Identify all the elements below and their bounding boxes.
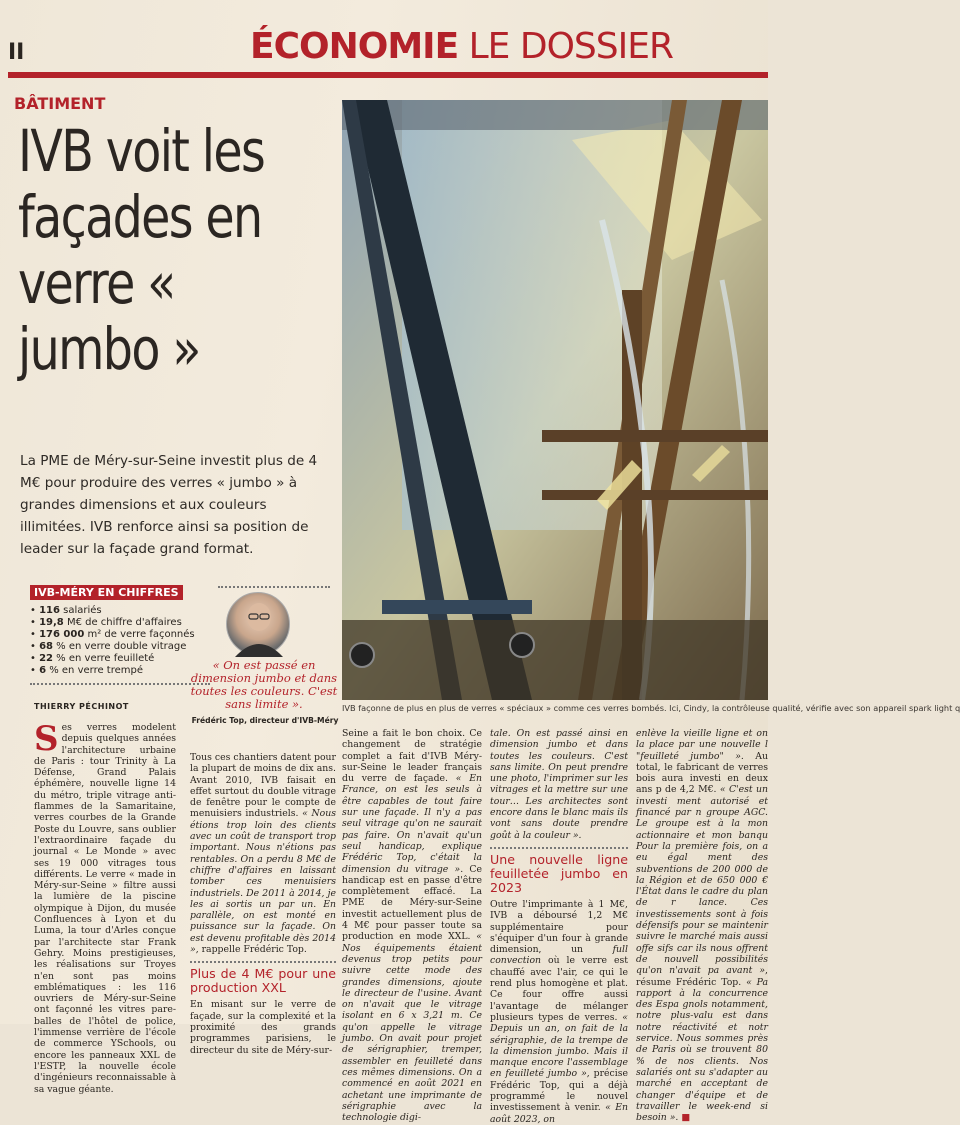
fact-item: • 68 % en verre double vitrage [30, 641, 187, 652]
column-emphasis: full convection [490, 944, 628, 967]
quote-divider [218, 586, 330, 588]
article-column-5 [636, 728, 768, 1123]
article-column-1 [34, 719, 176, 1095]
section-title: ÉCONOMIE [250, 26, 459, 67]
facts-divider [30, 683, 210, 685]
page-number: II [8, 40, 25, 65]
end-mark: ■ [678, 1112, 691, 1124]
byline: THIERRY PÉCHINOT [34, 702, 129, 711]
fact-item: • 19,8 M€ de chiffre d'affaires [30, 617, 182, 628]
headline: IVB voit les façades en verre « jumbo » [18, 117, 265, 383]
column-quote: tale. On est passé ainsi en dimension jumbo et dans toutes les couleurs. C'est sans limite. On peut prendre une photo, l'imprimer sur les vitrages et la mettre sur une tour… Les architectes sont encore dans le blanc mais ils vont sans doute prendre goût à la couleur ». [490, 728, 628, 841]
fact-item: • 116 salariés [30, 605, 102, 616]
facts-title: IVB-MÉRY EN CHIFFRES [30, 585, 183, 600]
quote-author: Frédéric Top, directeur d'IVB-Méry [191, 716, 339, 725]
column-text: Outre l'imprimante à 1 M€, IVB a déboursé 1,2 M€ supplémentaire pour s'équiper d'un four à grande dimension, un [490, 898, 628, 956]
subheading: Une nouvelle ligne feuilletée jumbo en 2023 [490, 847, 628, 895]
column-text: , rappelle Frédéric Top. [195, 944, 307, 956]
column-text: es verres modelent depuis quelques années l'architecture urbaine de Paris : tour Trinity à La Défense, Grand Palais éphémère, nouvelle ligne 14 du métro, triple vitrage anti-flammes de la Samaritaine, verres courbes de la Grande Poste du Louvre, sans oublier l'extraordinaire façade du journal « Le Monde » avec ses 19 000 vitrages tous différents. Le verre « made in Méry-sur-Seine » filtre aussi la lumière de la piscine olympique à Dijon, du musée Confluences à Lyon et du Luma, la tour d'Arles conçue par l'architecte star Frank Gehry. Moins prestigieuses, les réalisations sur Troyes n'en sont pas moins emblématiques : les 116 ouvriers de Méry-sur-Seine ont façonné les vitres pare-balles de l'hôtel de police, l'immense verrière de l'école de commerce YSchools, ou encore les panneaux XXL de l'ESTP, la nouvelle école d'ingénieurs reconnaissable à sa vague géante. [34, 722, 176, 1095]
column-quote: « Pa rapport à la concurrence des Espa gnols notamment, notre plus-valu est dans notre réactivité et notr service. Nous sommes près de Paris où se trouvent 80 % de nos clients. Nos salariés ont su s'adapter au marché en acceptant de changer d'équipe et de travailler le week-end si besoin ». [636, 976, 768, 1124]
glass-factory-illustration [342, 100, 768, 700]
column-quote: enlève la vieille ligne et on la place par une nouvelle l "feuilleté jumbo" ». [636, 728, 768, 762]
photo-caption: IVB façonne de plus en plus de verres « spéciaux » comme ces verres bombés. Ici, Cindy, la contrôleuse qualité, vérifie avec son appareil spark light q [342, 703, 960, 713]
lead-paragraph: La PME de Méry-sur-Seine investit plus de 4 M€ pour produire des verres « jumbo » à grandes dimensions et aux couleurs illimitées. IVB renforce ainsi sa position de leader sur la façade grand format. [20, 453, 318, 557]
article-column-2 [190, 752, 336, 1056]
column-text: , résume Frédéric Top. [636, 965, 768, 988]
article-column-3 [342, 728, 482, 1123]
column-quote: « En août 2023, on [490, 1102, 629, 1125]
column-text: Tous ces chantiers datent pour la plupart de moins de dix ans. Avant 2010, IVB faisait en effet surtout du double vitrage de fenêtre pour le compte de menuisiers industriels. [190, 752, 336, 820]
column-text: Au total, le fabricant de verres bois aura investi en deux ans p de 4,2 M€. [636, 750, 768, 796]
column-quote: « En France, on est les seuls à être capables de tout faire sur une façade. Il n'y a pas seul vitrage qu'on ne saurait pas faire. On n'avait qu'un seul handicap, explique Frédéric Top, c'était la dimension du vitrage ». [342, 773, 483, 875]
column-text: Ce handicap est en passe d'être complètement effacé. La PME de Méry-sur-Seine investit actuellement plus de 4 M€ pour passer toute sa production en mode XXL. [342, 863, 482, 943]
column-quote: « C'est un investi ment autorisé et financé par n groupe AGC. Le groupe est à la mon actionnaire et mon banqu Pour la première fois, on a eu égal ment des subventions de 200 000 de la Région et de 650 000 € l'État dans le cadre du plan de r lance. Ces investissements sont à fois défensifs pour se maintenir suivre le marché mais aussi offe sifs car ils nous offrent de nouvell possibilités qu'on n'avait pa avant » [636, 784, 768, 977]
article-photo [342, 100, 768, 700]
person-icon [227, 593, 291, 657]
section-header [250, 26, 673, 67]
portrait-photo [226, 592, 290, 656]
header-rule [8, 72, 768, 78]
fact-item: • 22 % en verre feuilleté [30, 653, 155, 664]
fact-item: • 6 % en verre trempé [30, 665, 144, 676]
column-text: , précise Frédéric Top, qui a déjà programmé le nouvel investissement à venir. [490, 1068, 628, 1114]
section-subtitle: LE DOSSIER [468, 26, 674, 67]
fact-item: • 176 000 m² de verre façonnés [30, 629, 195, 640]
column-quote: « Nous étions trop loin des clients avec un coût de transport trop important. Nous n'étions pas rentables. On a perdu 8 M€ de chiffre d'affaires en laissant tomber ces menuisiers industriels. De 2011 à 2014, je les ai sortis un par un. En parallèle, on est monté en puissance sur la façade. On est devenu profitable dès 2014 » [190, 808, 337, 956]
column-text: Seine a fait le bon choix. Ce changement de stratégie complet a fait d'IVB Méry-sur-Seine le leader français du verre de façade. [342, 728, 482, 785]
column-quote: « Nos équipements étaient devenus trop petits pour suivre cette mode des grandes dimensions, ajoute le directeur de l'usine. Avant on n'avait que le vitrage isolant en 6 x 3,21 m. Ce qu'on appelle le vitrage jumbo. On avait pour projet de sérigraphier, tremper, assembler en feuilleté dans ces mêmes dimensions. On a commencé en août 2021 en achetant une imprimante de sérigraphie avec la technologie digi- [342, 931, 482, 1124]
column-quote: « Depuis un an, on fait de la sérigraphie, de la trempe de la dimension jumbo. Mais il manque encore l'assemblage en feuilleté jumbo » [490, 1011, 628, 1080]
rubric: BÂTIMENT [14, 94, 106, 113]
pull-quote: « On est passé en dimension jumbo et dans toutes les couleurs. C'est sans limite ». [190, 658, 338, 711]
article-column-4 [490, 728, 628, 1125]
column-text: où le verre est chauffé avec l'air, ce qui le rend plus homogène et plat. Ce four offre aussi l'avantage de mélanger plusieurs types de verres. [490, 955, 628, 1023]
subheading: Plus de 4 M€ pour une production XXL [190, 961, 336, 995]
column-text: En misant sur le verre de façade, sur la complexité et la proximité des grands programmes parisiens, le directeur du site de Méry-sur- [190, 999, 336, 1056]
drop-cap: S [34, 719, 59, 759]
